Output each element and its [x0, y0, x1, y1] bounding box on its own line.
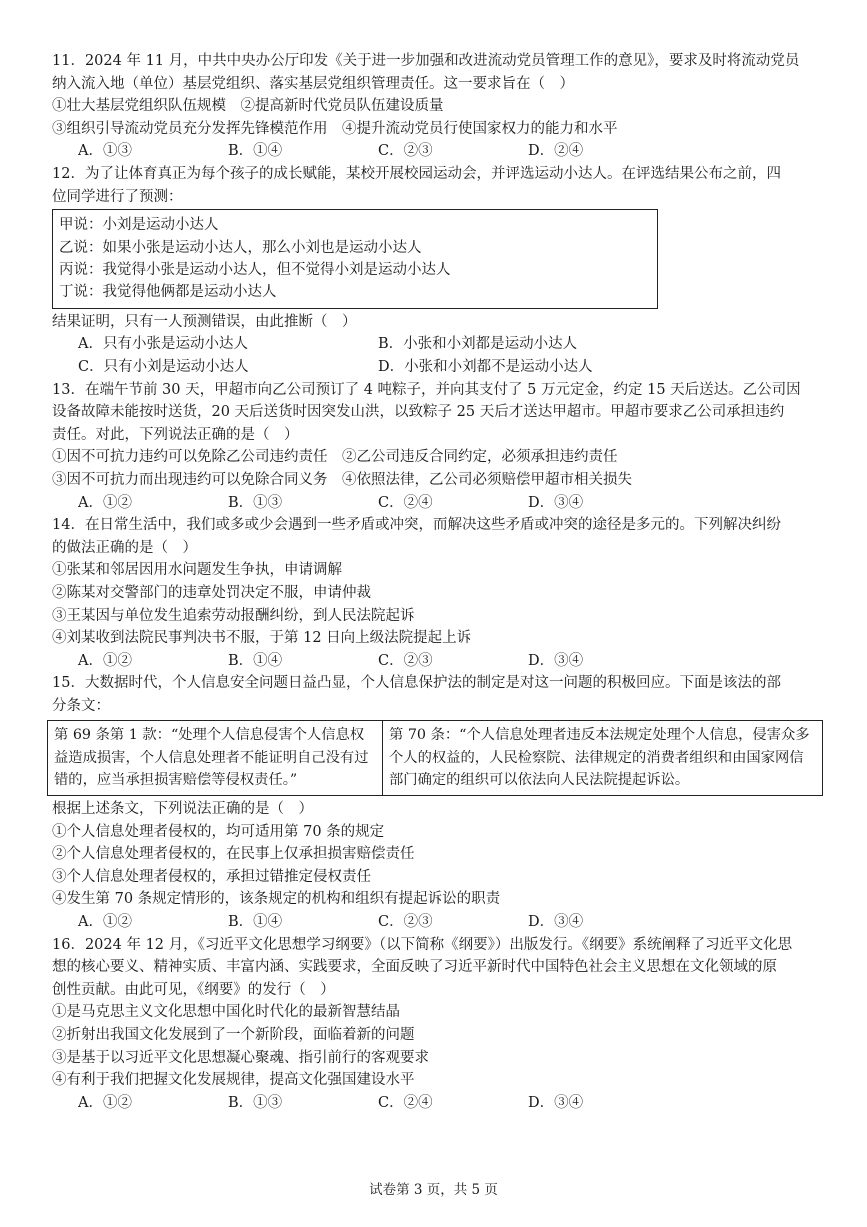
- option-a: A．只有小张是运动小达人: [78, 336, 248, 353]
- option-c: C．只有小刘是运动小达人: [78, 358, 249, 375]
- option-a: A．①②: [78, 494, 132, 511]
- question-stem: 纳入流入地（单位）基层党组织、落实基层党组织管理责任。这一要求旨在（ ）: [52, 75, 574, 92]
- question-16: [52, 934, 827, 1115]
- law-articles-table: [47, 720, 823, 796]
- answer-options: [52, 492, 827, 515]
- option-d: D．③④: [528, 652, 584, 669]
- prediction-yi: 乙说：如果小张是运动小达人，那么小刘也是运动小达人: [59, 239, 422, 256]
- option-a: A．①②: [78, 1094, 132, 1111]
- article-70-cell: 第 70 条：“个人信息处理者违反本法规定处理个人信息，侵害众多个人的权益的，人民检察院、法律规定的消费者组织和由国家网信部门确定的组织可以依法向人民法院提起诉讼。: [383, 721, 823, 796]
- option-c: C．②④: [378, 1094, 433, 1111]
- question-14: [52, 514, 827, 672]
- statement-line: ④发生第 70 条规定情形的，该条规定的机构和组织有提起诉讼的职责: [52, 891, 501, 908]
- prediction-box: [52, 209, 658, 309]
- statement-line: ①因不可抗力违约可以免除乙公司违约责任 ②乙公司违反合同约定，必须承担违约责任: [52, 449, 618, 466]
- answer-options: [52, 911, 827, 934]
- question-15: [52, 672, 827, 933]
- option-b: B．①③: [228, 1094, 283, 1111]
- exam-page: [52, 50, 827, 1114]
- option-b: B．小张和小刘都是运动小达人: [378, 336, 578, 353]
- statement-line: ③个人信息处理者侵权的，承担过错推定侵权责任: [52, 868, 371, 885]
- option-b: B．①④: [228, 143, 283, 160]
- answer-options: [52, 650, 827, 673]
- question-stem: 责任。对此，下列说法正确的是（ ）: [52, 426, 299, 443]
- option-c: C．②③: [378, 652, 433, 669]
- statement-line: ④有利于我们把握文化发展规律，提高文化强国建设水平: [52, 1072, 415, 1089]
- question-stem: 设备故障未能按时送货，20 天后送货时因突发山洪，以致粽子 25 天后才送达甲超市。甲超市要求乙公司承担违约: [52, 404, 785, 421]
- prediction-bing: 丙说：我觉得小张是运动小达人，但不觉得小刘是运动小达人: [59, 261, 451, 278]
- option-a: A．①③: [78, 143, 132, 160]
- question-stem: 的做法正确的是（ ）: [52, 539, 197, 556]
- question-stem: 13．在端午节前 30 天，甲超市向乙公司预订了 4 吨粽子，并向其支付了 5 万元定金，约定 15 天后送达。乙公司因: [52, 381, 801, 398]
- statement-line: ④刘某收到法院民事判决书不服，于第 12 日向上级法院提起上诉: [52, 630, 472, 647]
- statement-line: ③因不可抗力而出现违约可以免除合同义务 ④依照法律，乙公司必须赔偿甲超市相关损失: [52, 471, 632, 488]
- answer-options: [52, 140, 827, 163]
- option-b: B．①③: [228, 494, 283, 511]
- option-d: D．③④: [528, 494, 584, 511]
- statement-line: ①是马克思主义文化思想中国化时代化的最新智慧结晶: [52, 1004, 400, 1021]
- option-c: C．②③: [378, 913, 433, 930]
- question-stem: 想的核心要义、精神实质、丰富内涵、实践要求，全面反映了习近平新时代中国特色社会主义思想在文化领域的原: [52, 959, 777, 976]
- question-12: [52, 163, 827, 379]
- question-stem: 14．在日常生活中，我们或多或少会遇到一些矛盾或冲突，而解决这些矛盾或冲突的途径是多元的。下列解决纠纷: [52, 517, 781, 534]
- statement-line: ②个人信息处理者侵权的，在民事上仅承担损害赔偿责任: [52, 846, 415, 863]
- option-c: C．②③: [378, 143, 433, 160]
- statement-line: ②陈某对交警部门的违章处罚决定不服，申请仲裁: [52, 584, 371, 601]
- question-stem: 11．2024 年 11 月，中共中央办公厅印发《关于进一步加强和改进流动党员管理工作的意见》，要求及时将流动党员: [52, 53, 800, 69]
- question-stem: 位同学进行了预测：: [52, 188, 183, 205]
- question-stem: 创性贡献。由此可见，《纲要》的发行（ ）: [52, 981, 335, 998]
- statement-line: ②折射出我国文化发展到了一个新阶段，面临着新的问题: [52, 1026, 415, 1043]
- option-a: A．①②: [78, 652, 132, 669]
- option-c: C．②④: [378, 494, 433, 511]
- option-d: D．②④: [528, 143, 584, 160]
- statement-line: ③是基于以习近平文化思想凝心聚魂、指引前行的客观要求: [52, 1049, 429, 1066]
- answer-options: [52, 333, 827, 356]
- prediction-jia: 甲说：小刘是运动小达人: [59, 217, 219, 234]
- option-d: D．③④: [528, 1094, 584, 1111]
- statement-line: ③王某因与单位发生追索劳动报酬纠纷，到人民法院起诉: [52, 607, 415, 624]
- option-b: B．①④: [228, 913, 283, 930]
- option-b: B．①④: [228, 652, 283, 669]
- statement-line: ①壮大基层党组织队伍规模 ②提高新时代党员队伍建设质量: [52, 98, 444, 115]
- question-stem: 16．2024 年 12 月，《习近平文化思想学习纲要》（以下简称《纲要》）出版发行。《纲要》系统阐释了习近平文化思: [52, 936, 793, 953]
- option-d: D．③④: [528, 913, 584, 930]
- option-a: A．①②: [78, 913, 132, 930]
- statement-line: ①个人信息处理者侵权的，均可适用第 70 条的规定: [52, 823, 385, 840]
- answer-options: [52, 1092, 827, 1115]
- page-footer: 试卷第 3 页，共 5 页: [369, 1182, 498, 1198]
- question-stem: 15．大数据时代，个人信息安全问题日益凸显，个人信息保护法的制定是对这一问题的积极回应。下面是该法的部: [52, 675, 781, 692]
- question-11: [52, 50, 827, 163]
- option-d: D．小张和小刘都不是运动小达人: [378, 358, 593, 375]
- prediction-ding: 丁说：我觉得他俩都是运动小达人: [59, 284, 277, 301]
- question-stem: 分条文：: [52, 697, 110, 714]
- article-69-cell: 第 69 条第 1 款：“处理个人信息侵害个人信息权益造成损害，个人信息处理者不能证明自己没有过错的，应当承担损害赔偿等侵权责任。”: [48, 721, 383, 796]
- statement-line: ③组织引导流动党员充分发挥先锋模范作用 ④提升流动党员行使国家权力的能力和水平: [52, 120, 618, 137]
- answer-options: [52, 356, 827, 379]
- question-prompt: 根据上述条文，下列说法正确的是（ ）: [52, 800, 313, 817]
- question-13: [52, 379, 827, 515]
- question-stem: 12．为了让体育真正为每个孩子的成长赋能，某校开展校园运动会，并评选运动小达人。在评选结果公布之前，四: [52, 165, 781, 182]
- question-prompt: 结果证明，只有一人预测错误，由此推断（ ）: [52, 313, 357, 330]
- statement-line: ①张某和邻居因用水问题发生争执，申请调解: [52, 562, 342, 579]
